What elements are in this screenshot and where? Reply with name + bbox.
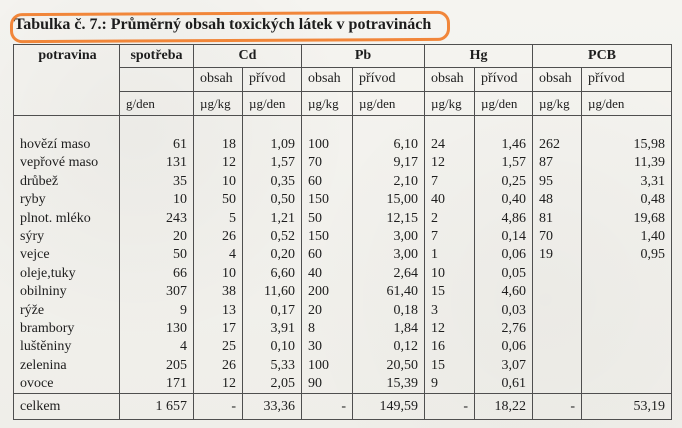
group-header-hg: Hg: [425, 45, 533, 68]
table-row: hovězí maso 61 18 1,09 100 6,10 24 1,46 262 15,98: [14, 135, 672, 153]
pb-privod-unit: µg/den: [353, 91, 425, 116]
pb-privod-header: přívod: [353, 68, 425, 91]
group-header-pcb: PCB: [533, 45, 672, 68]
spotreba-empty-header: [120, 68, 194, 91]
cd-obsah-header: obsah: [194, 68, 243, 91]
table-row: plnot. mléko 243 5 1,21 50 12,15 2 4,86 81 19,68: [14, 209, 672, 227]
pcb-privod-unit: µg/den: [582, 91, 672, 116]
hg-obsah-header: obsah: [425, 68, 475, 91]
table-row: oleje,tuky 66 10 6,60 40 2,64 10 0,05: [14, 264, 672, 282]
table-row: obilniny 307 38 11,60 200 61,40 15 4,60: [14, 283, 672, 301]
table-row: zelenina 205 26 5,33 100 20,50 15 3,07: [14, 356, 672, 374]
toxic-substances-table-wrap: [13, 44, 671, 420]
caption-highlight: [10, 11, 450, 43]
cd-obsah-unit: µg/kg: [194, 91, 243, 116]
pb-obsah-header: obsah: [302, 68, 353, 91]
hg-privod-header: přívod: [475, 68, 533, 91]
pb-obsah-unit: µg/kg: [302, 91, 353, 116]
table-spacer-row: [14, 116, 672, 136]
total-row: celkem 1 657 - 33,36 - 149,59 - 18,22 - 53,19: [14, 394, 672, 420]
table-row: sýry 20 26 0,52 150 3,00 7 0,14 70 1,40: [14, 227, 672, 245]
pcb-privod-header: přívod: [582, 68, 672, 91]
group-header-cd: Cd: [194, 45, 302, 68]
group-header-spotreba: spotřeba: [120, 45, 194, 68]
food-header: potravina: [14, 45, 120, 116]
table-row: luštěniny 4 25 0,10 30 0,12 16 0,06: [14, 338, 672, 356]
pcb-obsah-unit: µg/kg: [533, 91, 582, 116]
table-caption: [10, 10, 440, 40]
table-row: ryby 10 50 0,50 150 15,00 40 0,40 48 0,48: [14, 191, 672, 209]
table-row: vejce 50 4 0,20 60 3,00 1 0,06 19 0,95: [14, 246, 672, 264]
hg-obsah-unit: µg/kg: [425, 91, 475, 116]
table-row: rýže 9 13 0,17 20 0,18 3 0,03: [14, 301, 672, 319]
toxic-substances-table: [13, 44, 672, 420]
table-row: ovoce 171 12 2,05 90 15,39 9 0,61: [14, 375, 672, 394]
cd-privod-header: přívod: [243, 68, 302, 91]
table-row: vepřové maso 131 12 1,57 70 9,17 12 1,57 87 11,39: [14, 154, 672, 172]
hg-privod-unit: µg/den: [475, 91, 533, 116]
pcb-obsah-header: obsah: [533, 68, 582, 91]
caption-text: Tabulka č. 7.: Průměrný obsah toxických látek v potravinách: [14, 16, 432, 33]
group-header-pb: Pb: [302, 45, 425, 68]
cd-privod-unit: µg/den: [243, 91, 302, 116]
group-header-row: [14, 45, 672, 68]
table-row: drůbež 35 10 0,35 60 2,10 7 0,25 95 3,31: [14, 172, 672, 190]
spotreba-unit: g/den: [120, 91, 194, 116]
table-row: brambory 130 17 3,91 8 1,84 12 2,76: [14, 319, 672, 337]
